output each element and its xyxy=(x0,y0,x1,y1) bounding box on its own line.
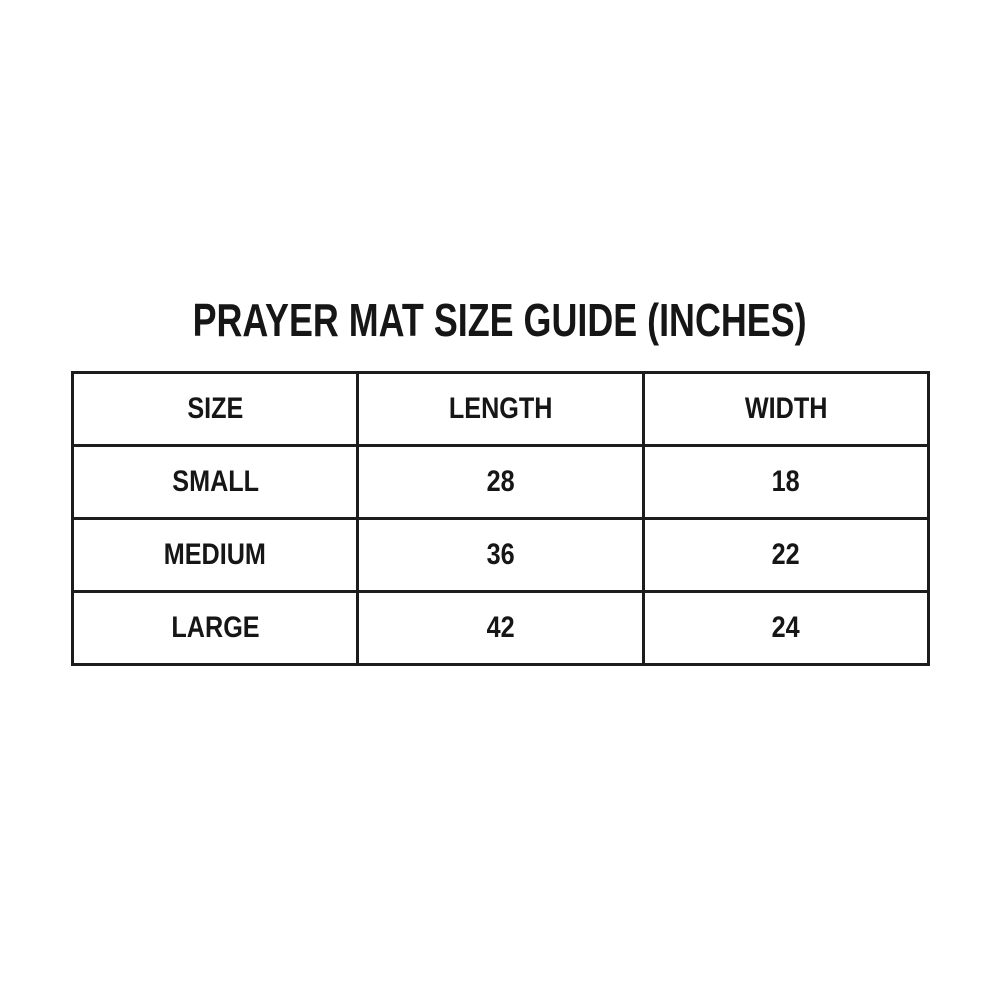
header-cell-length: LENGTH xyxy=(358,373,643,446)
cell-large-size: LARGE xyxy=(73,592,358,665)
cell-large-length: 42 xyxy=(358,592,643,665)
table-row-large xyxy=(73,592,929,665)
table-row-medium xyxy=(73,519,929,592)
cell-large-width: 24 xyxy=(643,592,928,665)
page-title xyxy=(0,293,1000,347)
cell-small-size: SMALL xyxy=(73,446,358,519)
header-cell-width: WIDTH xyxy=(643,373,928,446)
cell-small-length: 28 xyxy=(358,446,643,519)
cell-medium-width: 22 xyxy=(643,519,928,592)
cell-medium-length: 36 xyxy=(358,519,643,592)
cell-small-width: 18 xyxy=(643,446,928,519)
size-guide-table xyxy=(71,371,930,666)
cell-medium-size: MEDIUM xyxy=(73,519,358,592)
table-header-row xyxy=(73,373,929,446)
header-cell-size: SIZE xyxy=(73,373,358,446)
table-row-small xyxy=(73,446,929,519)
page-title-text: PRAYER MAT SIZE GUIDE (INCHES) xyxy=(192,294,808,346)
